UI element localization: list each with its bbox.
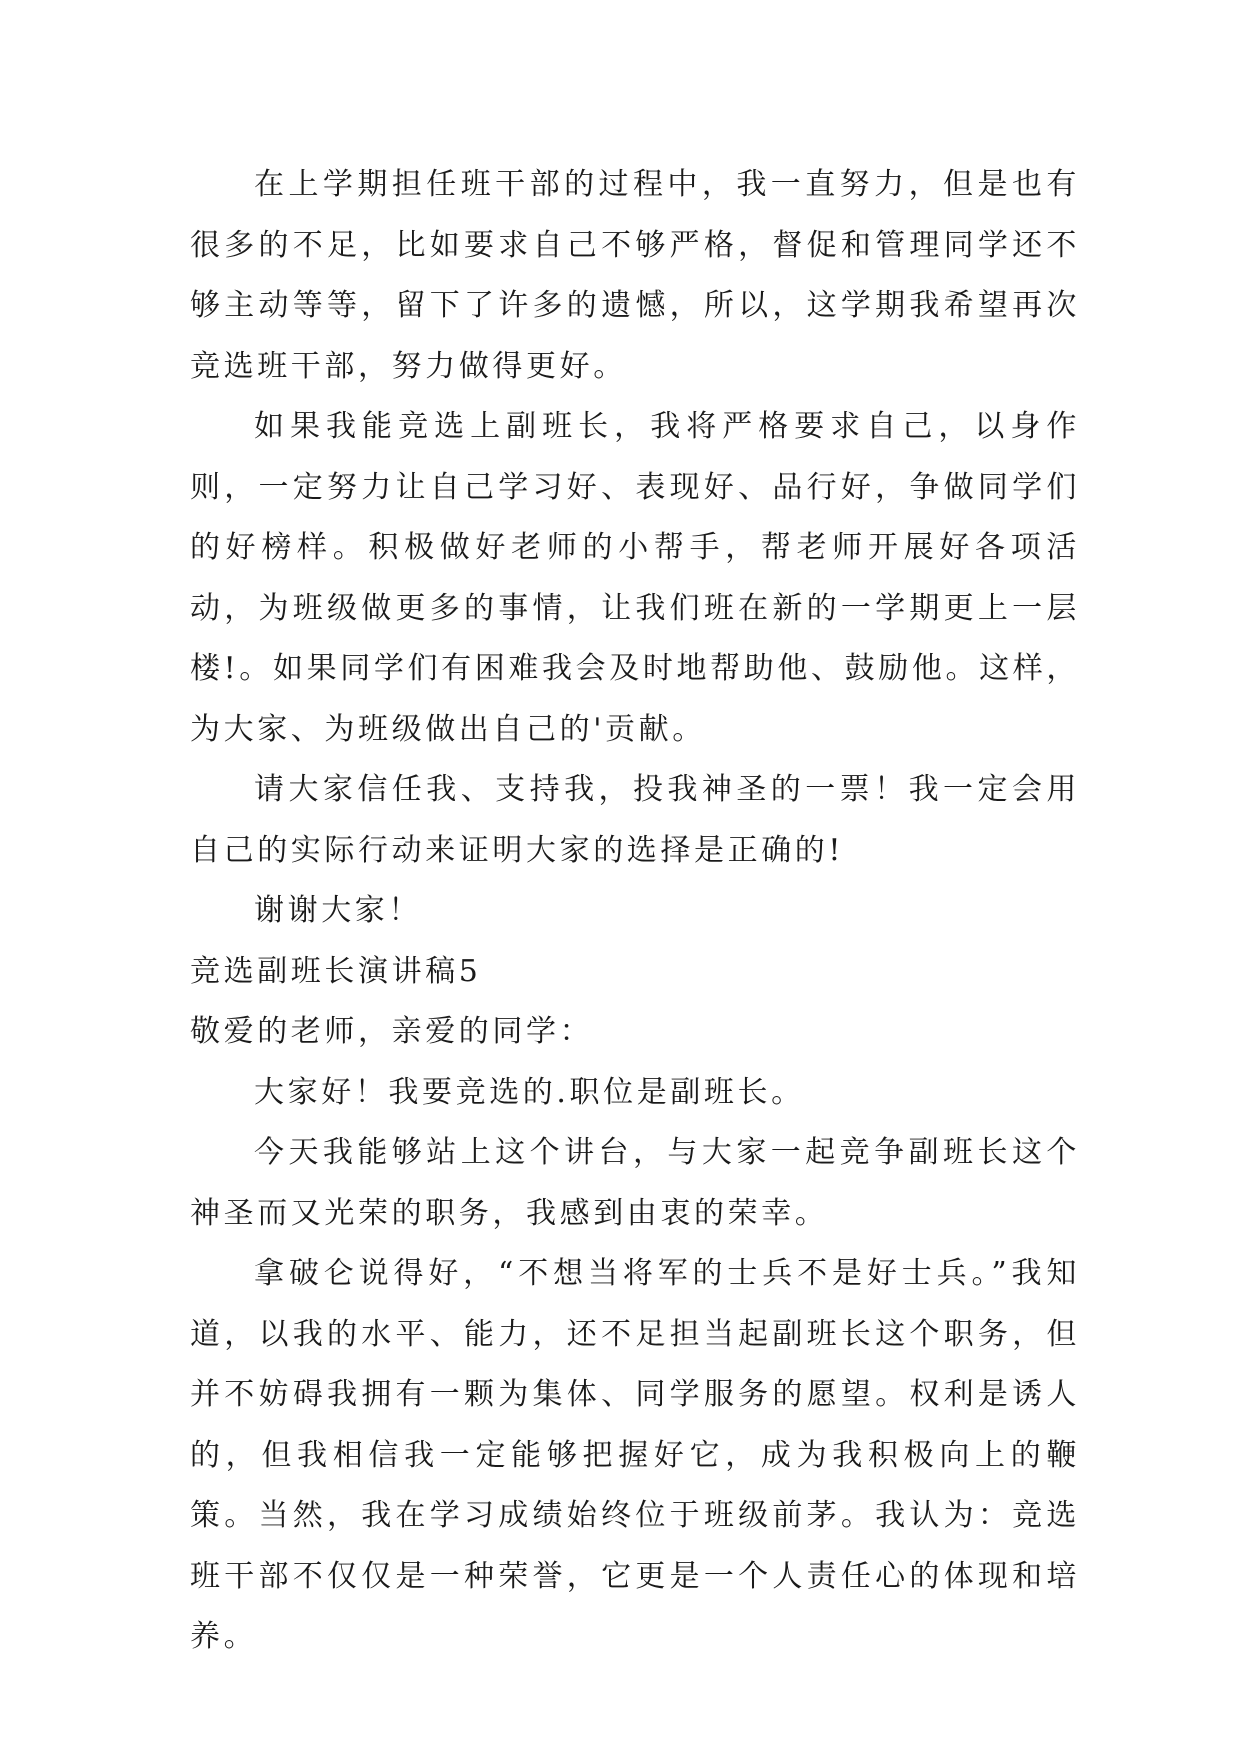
paragraph-greeting: 大家好！我要竞选的.职位是副班长。 xyxy=(254,1074,805,1110)
paragraph-vice-monitor-promise: 如果我能竞选上副班长，我将严格要求自己，以身作则，一定努力让自己学习好、表现好、品行好，争做同学们的好榜样。积极做好老师的小帮手，帮老师开展好各项活动，为班级做更多的事情，让我们班在新的一学期更上一层楼!。如果同学们有困难我会及时地帮助他、鼓励他。这样，为大家、为班级做出自己的'贡献。 xyxy=(190,409,1080,747)
salutation: 敬爱的老师，亲爱的同学： xyxy=(190,1014,594,1049)
document-body xyxy=(190,155,1080,1668)
paragraph-honor: 今天我能够站上这个讲台，与大家一起竞争副班长这个神圣而又光荣的职务，我感到由衷的荣幸。 xyxy=(190,1135,1080,1231)
paragraph-vote-request: 请大家信任我、支持我，投我神圣的一票！我一定会用自己的实际行动来证明大家的选择是正确的! xyxy=(190,772,1080,868)
section-heading: 竞选副班长演讲稿5 xyxy=(190,953,482,989)
paragraph-napoleon: 拿破仑说得好，“不想当将军的士兵不是好士兵。”我知道，以我的水平、能力，还不足担当起副班长这个职务，但并不妨碍我拥有一颗为集体、同学服务的愿望。权利是诱人的，但我相信我一定能够把握好它，成为我积极向上的鞭策。当然，我在学习成绩始终位于班级前茅。我认为：竞选班干部不仅仅是一种荣誉，它更是一个人责任心的体现和培养。 xyxy=(190,1256,1080,1654)
paragraph-previous-term: 在上学期担任班干部的过程中，我一直努力，但是也有很多的不足，比如要求自己不够严格，督促和管理同学还不够主动等等，留下了许多的遗憾，所以，这学期我希望再次竞选班干部，努力做得更好。 xyxy=(190,167,1080,384)
paragraph-thanks: 谢谢大家！ xyxy=(254,893,422,928)
